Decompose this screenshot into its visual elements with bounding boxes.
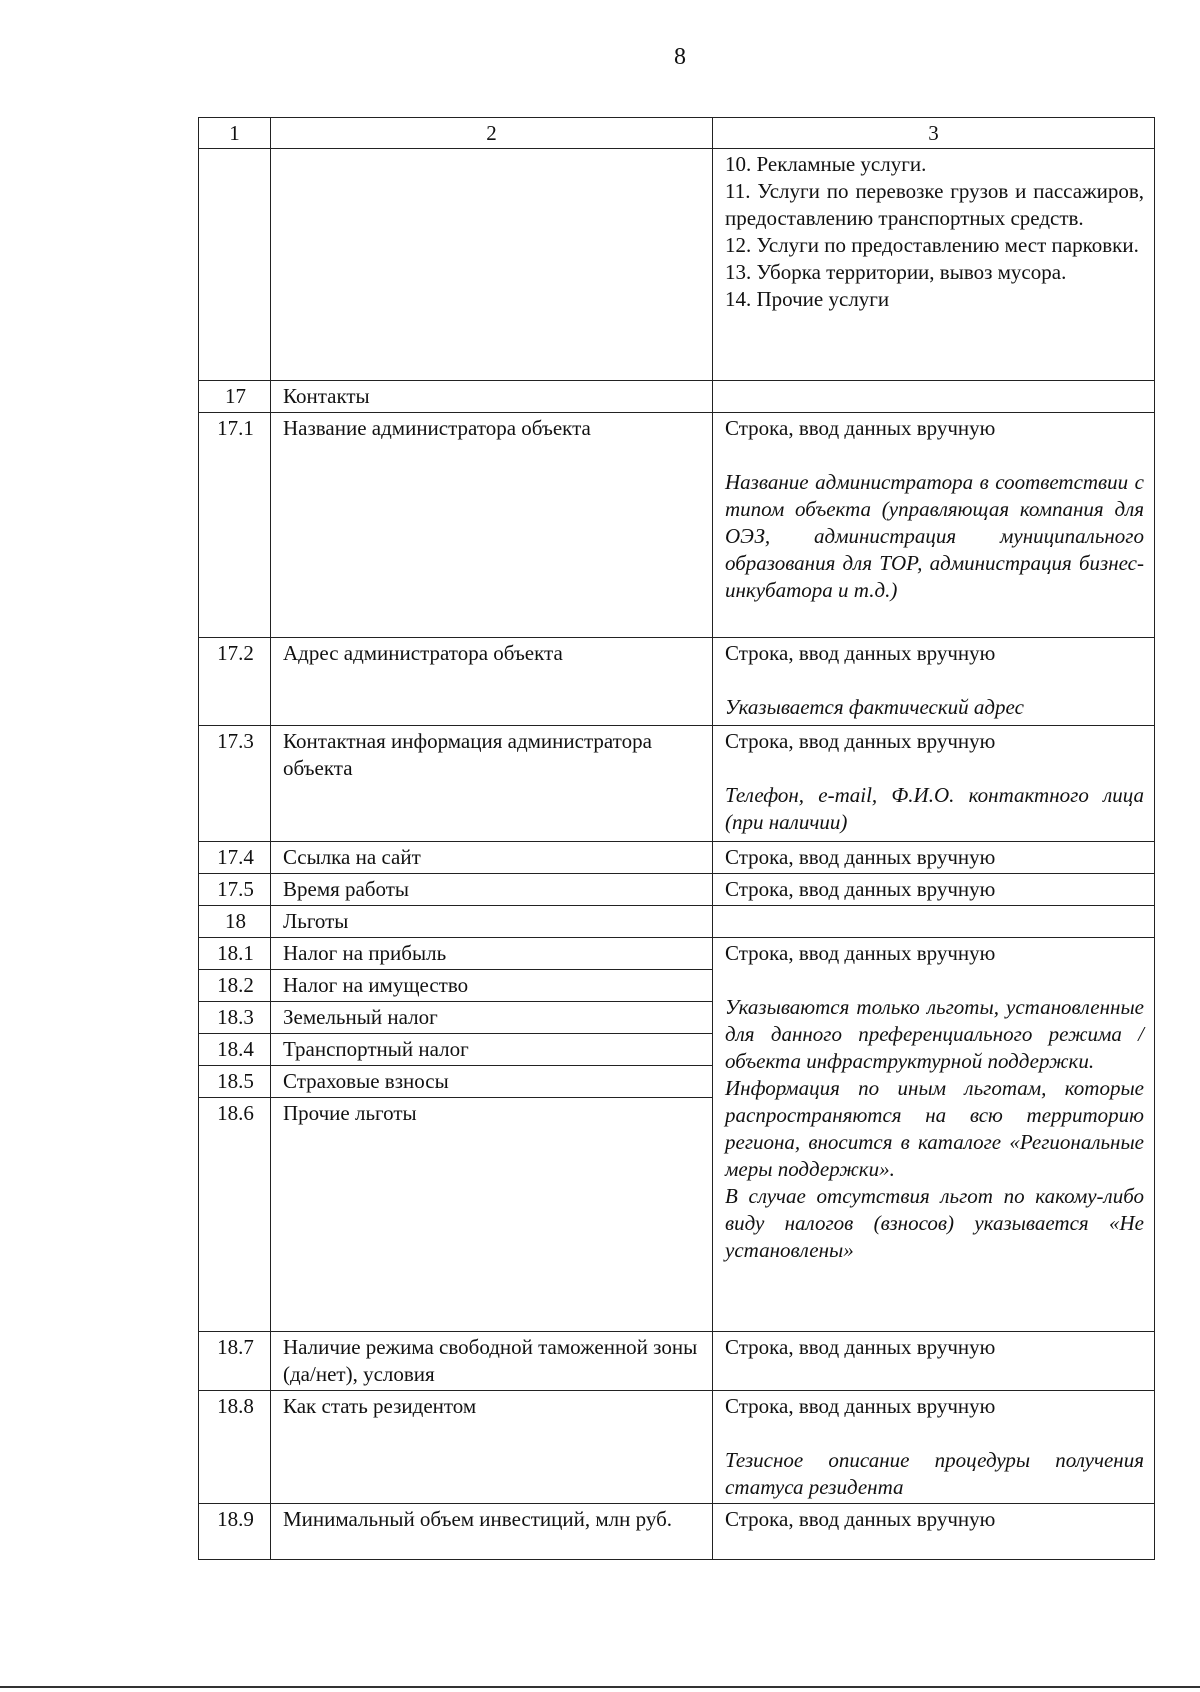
row-value-cell <box>713 638 1155 726</box>
row-note: Указывается фактический адрес <box>725 695 1024 719</box>
row-name: Адрес администратора объекта <box>271 638 713 726</box>
row-number: 17.3 <box>199 726 271 842</box>
table-row-continuation <box>199 149 1155 381</box>
column-header-1: 1 <box>199 118 271 149</box>
row-number: 18.7 <box>199 1332 271 1391</box>
row-note: Тезисное описание процедуры получения статуса резидента <box>725 1448 1144 1499</box>
list-item: 14. Прочие услуги <box>725 287 890 311</box>
table-header-row <box>199 118 1155 149</box>
row-number: 17.5 <box>199 874 271 906</box>
row-number: 18.1 <box>199 938 271 970</box>
list-item: 13. Уборка территории, вывоз мусора. <box>725 260 1067 284</box>
row-name: Земельный налог <box>271 1002 713 1034</box>
row-note: Телефон, e-mail, Ф.И.О. контактного лица (при наличии) <box>725 783 1144 834</box>
row-name: Налог на имущество <box>271 970 713 1002</box>
page-number: 8 <box>674 44 686 70</box>
row-number: 18.9 <box>199 1504 271 1560</box>
row-name: Налог на прибыль <box>271 938 713 970</box>
row-note: Указываются только льготы, установленные для данного преференциального режима / объекта инфраструктурной поддержки. <box>725 995 1144 1073</box>
page-bottom-rule <box>0 1686 1200 1688</box>
row-note: В случае отсутствия льгот по какому-либо виду налогов (взносов) указывается «Не установлены» <box>725 1184 1144 1262</box>
row-name: Прочие льготы <box>271 1098 713 1332</box>
row-name: Название администратора объекта <box>271 413 713 638</box>
row-value: Строка, ввод данных вручную <box>713 1504 1155 1560</box>
row-number: 17.2 <box>199 638 271 726</box>
list-item: 10. Рекламные услуги. <box>725 152 927 176</box>
data-table <box>198 117 1155 1560</box>
row-value <box>713 381 1155 413</box>
row-value-cell <box>713 726 1155 842</box>
row-number: 17.1 <box>199 413 271 638</box>
row-name-cell <box>271 149 713 381</box>
row-value: Строка, ввод данных вручную <box>725 729 996 753</box>
row-value <box>713 906 1155 938</box>
row-number-cell <box>199 149 271 381</box>
row-name: Время работы <box>271 874 713 906</box>
row-value: Строка, ввод данных вручную <box>725 416 996 440</box>
row-value: Строка, ввод данных вручную <box>713 842 1155 874</box>
list-item: 12. Услуги по предоставлению мест парковки. <box>725 233 1139 257</box>
table-row-17-3 <box>199 726 1155 842</box>
row-value-cell <box>713 149 1155 381</box>
row-name: Ссылка на сайт <box>271 842 713 874</box>
row-name: Транспортный налог <box>271 1034 713 1066</box>
row-value-cell <box>713 1391 1155 1504</box>
table-row-17-1 <box>199 413 1155 638</box>
row-value: Строка, ввод данных вручную <box>713 1332 1155 1391</box>
row-number: 18 <box>199 906 271 938</box>
row-number: 18.8 <box>199 1391 271 1504</box>
table-row-18-9 <box>199 1504 1155 1560</box>
row-name: Как стать резидентом <box>271 1391 713 1504</box>
table-row-18-1 <box>199 938 1155 970</box>
table-row-18-7 <box>199 1332 1155 1391</box>
row-name: Минимальный объем инвестиций, млн руб. <box>271 1504 713 1560</box>
row-value: Строка, ввод данных вручную <box>725 641 996 665</box>
row-number: 18.2 <box>199 970 271 1002</box>
table-row-18 <box>199 906 1155 938</box>
row-name: Страховые взносы <box>271 1066 713 1098</box>
row-number: 18.6 <box>199 1098 271 1332</box>
row-value: Строка, ввод данных вручную <box>725 1394 996 1418</box>
row-number: 18.4 <box>199 1034 271 1066</box>
row-value: Строка, ввод данных вручную <box>713 874 1155 906</box>
table-row-17 <box>199 381 1155 413</box>
row-number: 18.5 <box>199 1066 271 1098</box>
column-header-2: 2 <box>271 118 713 149</box>
row-name: Льготы <box>271 906 713 938</box>
table-row-18-8 <box>199 1391 1155 1504</box>
table-row-17-2 <box>199 638 1155 726</box>
row-name: Наличие режима свободной таможенной зоны (да/нет), условия <box>271 1332 713 1391</box>
table-row-17-4 <box>199 842 1155 874</box>
column-header-3: 3 <box>713 118 1155 149</box>
row-number: 17.4 <box>199 842 271 874</box>
row-note: Название администратора в соответствии с типом объекта (управляющая компания для ОЭЗ, администрация муниципального образования для ТОР, администрация бизнес-инкубатора и т.д.) <box>725 470 1144 602</box>
row-number: 18.3 <box>199 1002 271 1034</box>
row-name: Контактная информация администратора объекта <box>271 726 713 842</box>
row-note: Информация по иным льготам, которые распространяются на всю территорию региона, вносится в каталоге «Региональные меры поддержки». <box>725 1076 1144 1181</box>
row-number: 17 <box>199 381 271 413</box>
table-row-17-5 <box>199 874 1155 906</box>
benefits-value-cell <box>713 938 1155 1332</box>
row-value: Строка, ввод данных вручную <box>725 941 996 965</box>
list-item: 11. Услуги по перевозке грузов и пассажиров, предоставлению транспортных средств. <box>725 179 1144 230</box>
row-name: Контакты <box>271 381 713 413</box>
row-value-cell <box>713 413 1155 638</box>
